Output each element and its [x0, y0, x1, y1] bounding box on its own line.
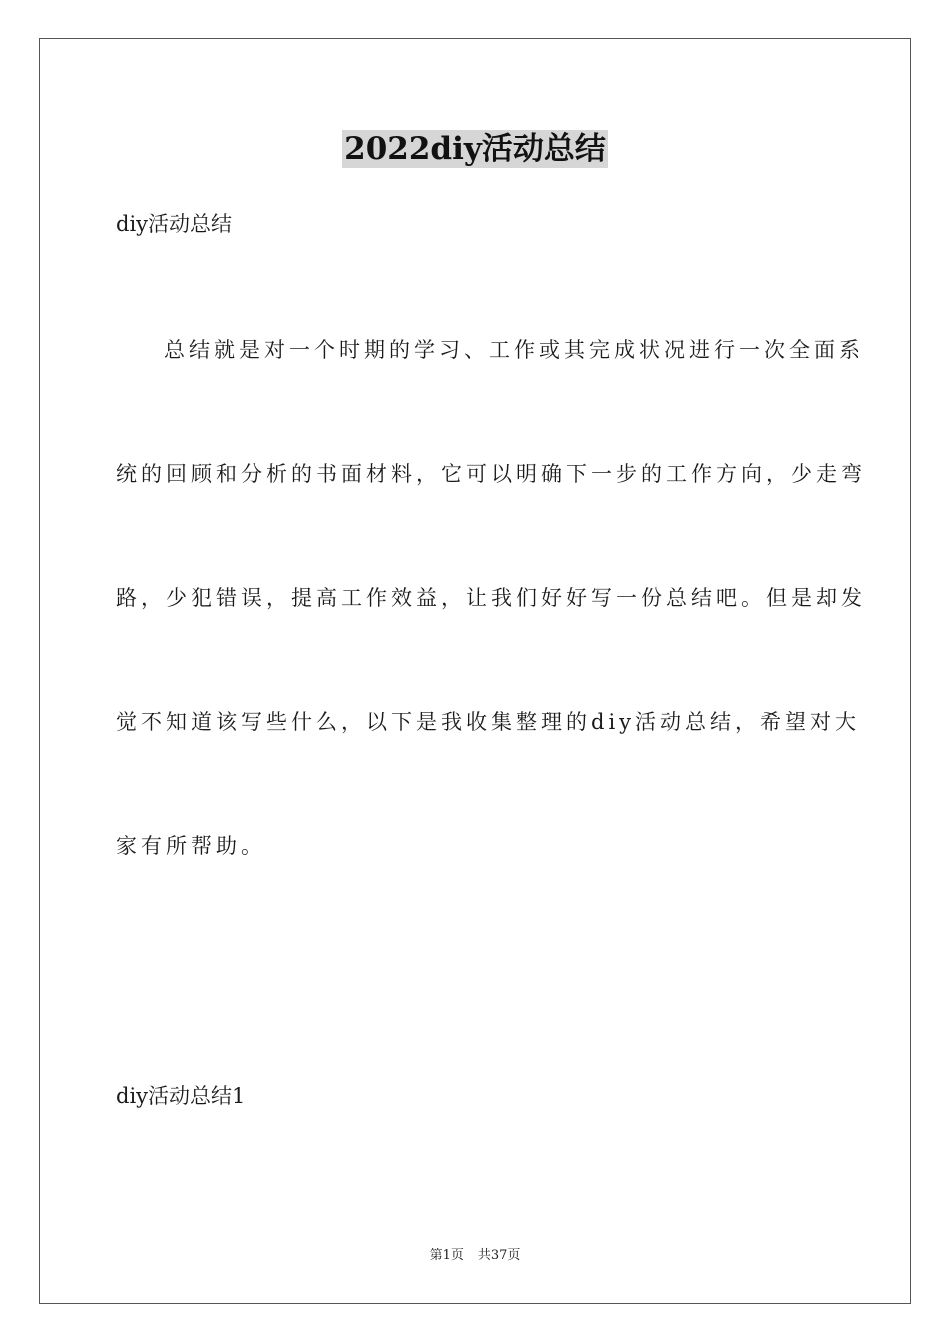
title-container: [0, 130, 950, 168]
paragraph-line: 总结就是对一个时期的学习、工作或其完成状况进行一次全面系: [164, 338, 864, 362]
section-heading: diy活动总结1: [116, 1084, 246, 1108]
paragraph-line: 家有所帮助。: [116, 834, 266, 858]
paragraph-line: 统的回顾和分析的书面材料，它可以明确下一步的工作方向，少走弯: [116, 462, 866, 486]
page-total: 共37页: [477, 1248, 521, 1263]
page-footer: [0, 1247, 950, 1265]
paragraph-line: 路，少犯错误，提高工作效益，让我们好好写一份总结吧。但是却发: [116, 586, 866, 610]
document-subtitle: diy活动总结: [116, 212, 233, 236]
page-number: 第1页: [429, 1248, 464, 1263]
paragraph-line: 觉不知道该写些什么，以下是我收集整理的diy活动总结，希望对大: [116, 710, 861, 734]
document-title: 2022diy活动总结: [344, 131, 606, 167]
